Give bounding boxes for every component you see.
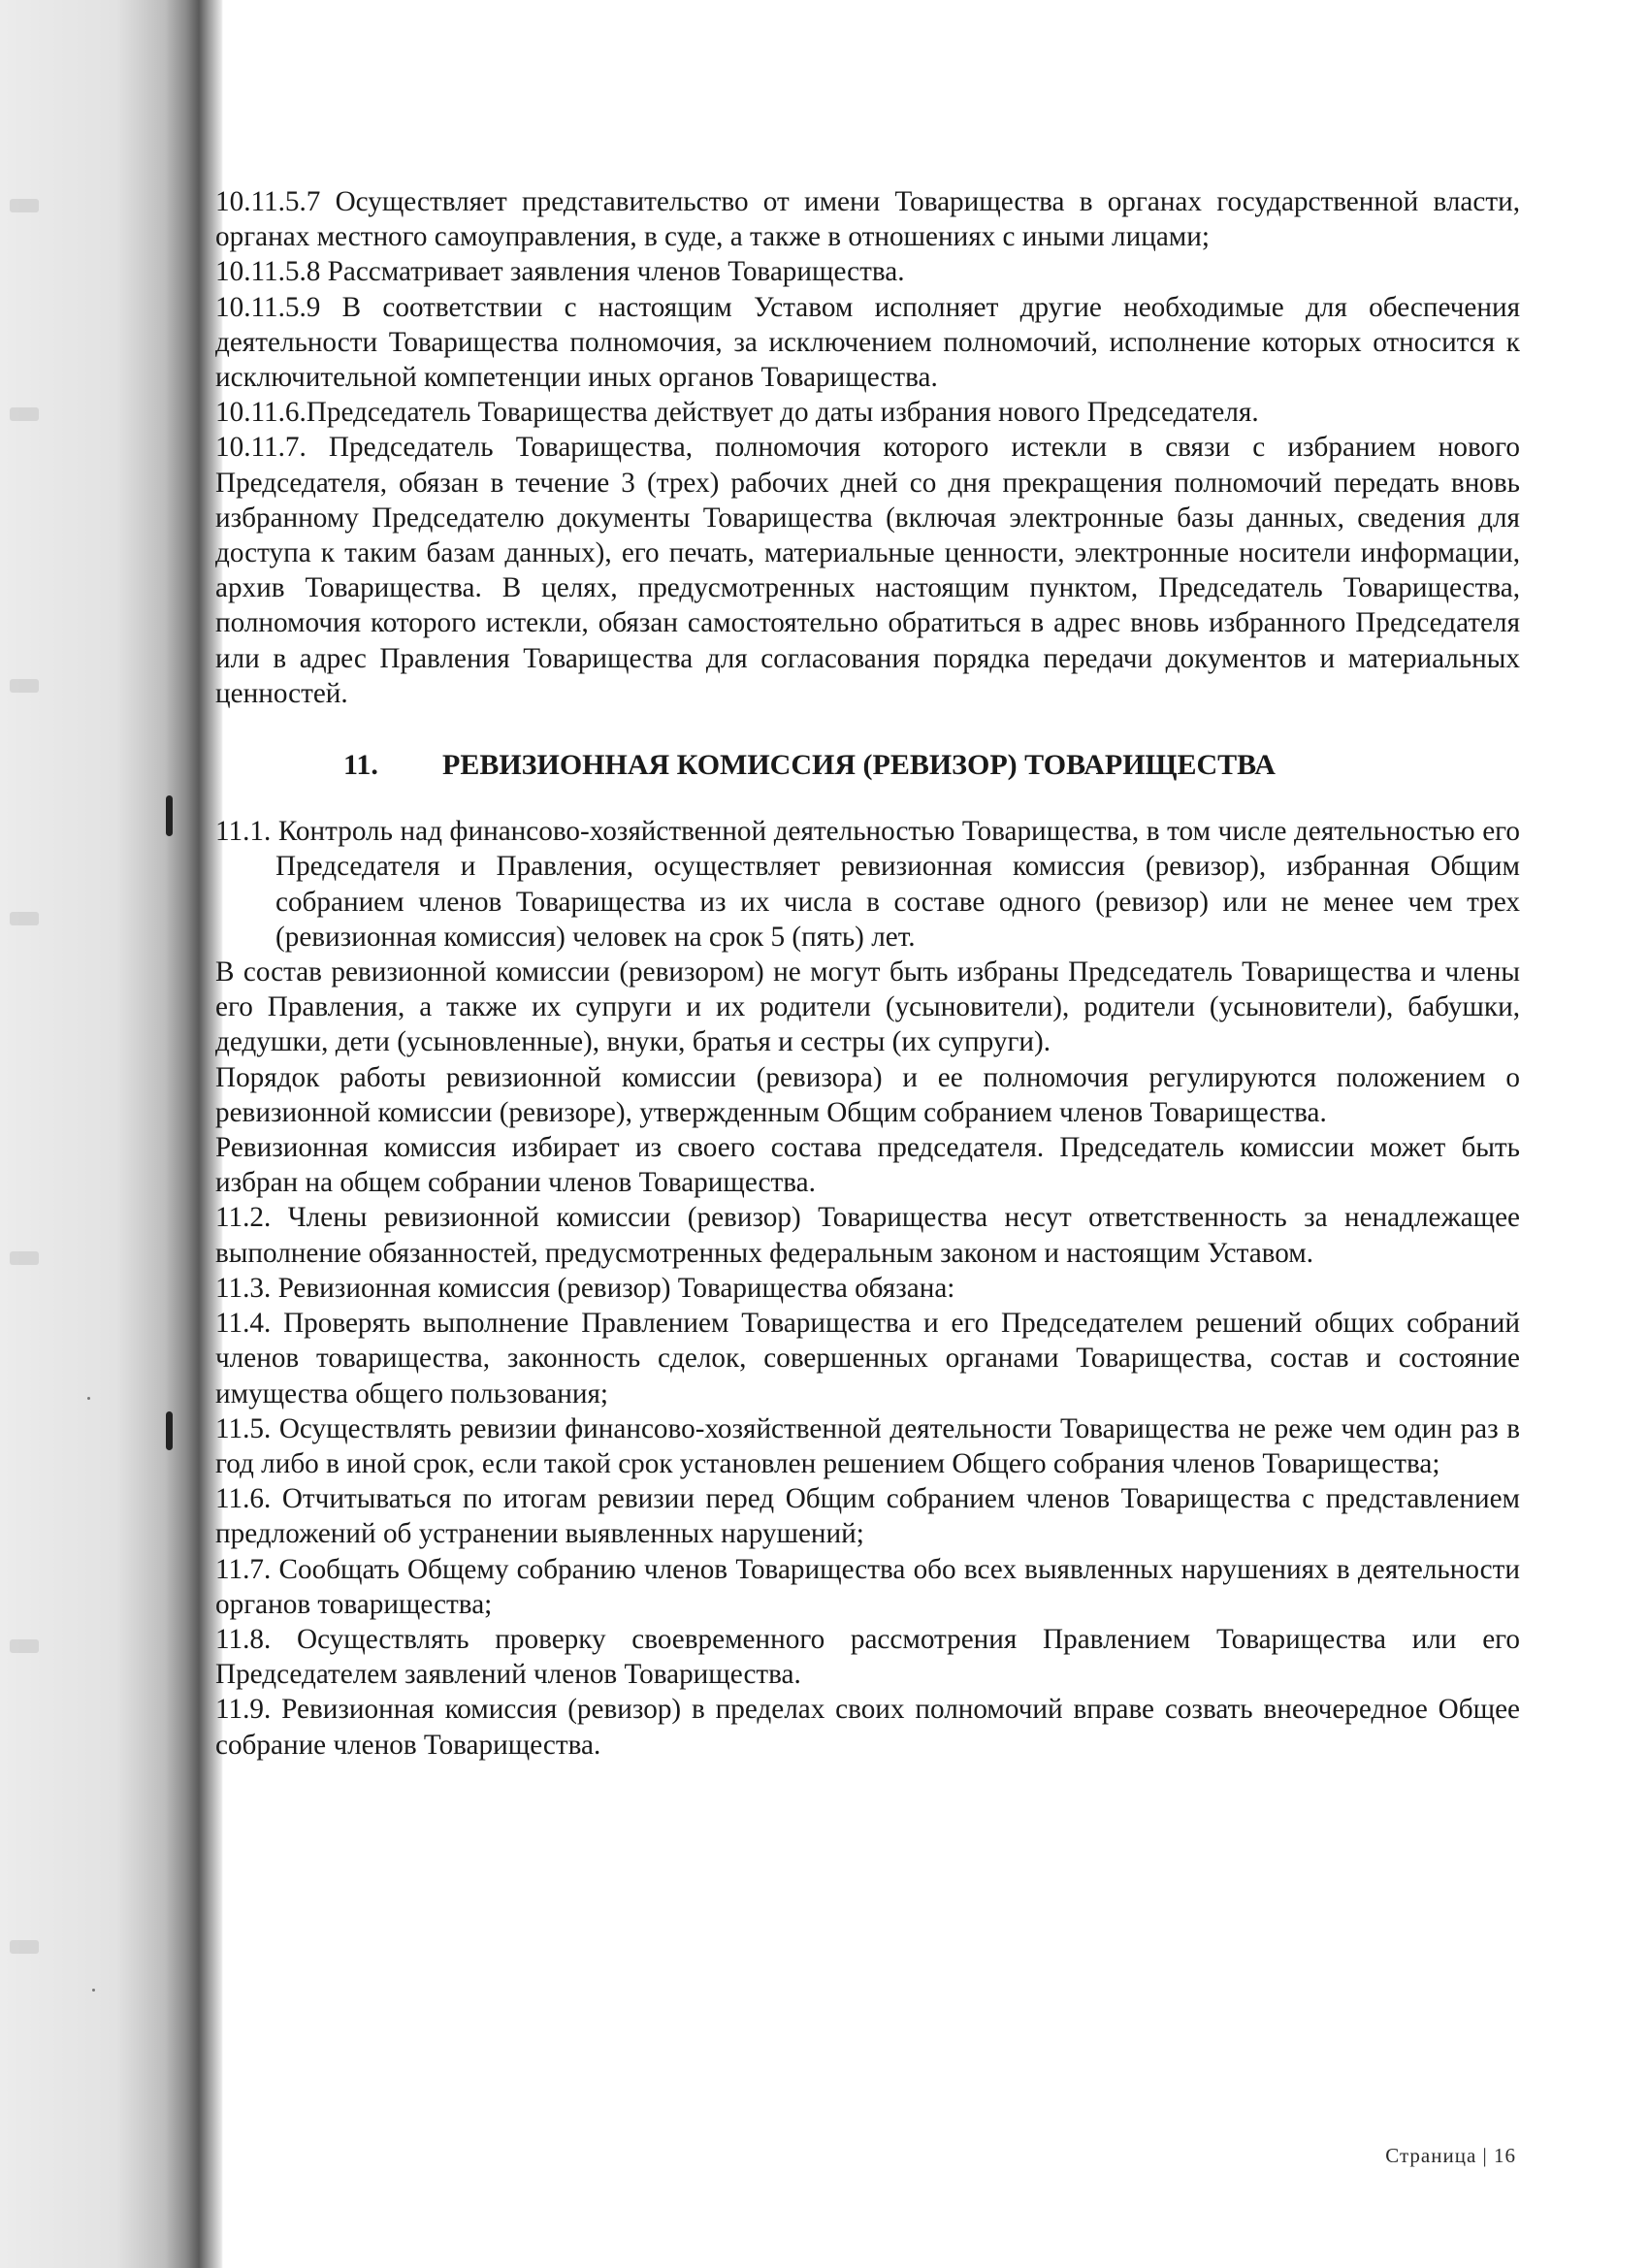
paragraph: 10.11.7. Председатель Товарищества, полномочия которого истекли в связи с избранием нового Председателя, обязан в течение 3 (трех) рабочих дней со дня прекращения полномочий передать вновь избранному Председателю документы Товарищества (включая электронные базы данных, сведения для доступа к таким базам данных), его печать, материальные ценности, электронные носители информации, архив Товарищества. В целях, предусмотренных настоящим пунктом, Председатель Товарищества, полномочия которого истекли, обязан самостоятельно обратиться в адрес вновь избранного Председателя или в адрес Правления Товарищества для согласования порядка передачи документов и материальных ценностей. [215, 432, 1520, 709]
page-number: Страница | 16 [1385, 2144, 1516, 2167]
scan-speck [92, 1989, 95, 1992]
section-heading [215, 748, 1520, 783]
bleed-through-mark [10, 1639, 39, 1653]
paragraph: 10.11.6.Председатель Товарищества действует до даты избрания нового Председателя. [215, 397, 1259, 429]
bleed-through-mark [10, 407, 39, 421]
section-title: РЕВИЗИОННАЯ КОМИССИЯ (РЕВИЗОР) ТОВАРИЩЕСТВА [442, 749, 1276, 782]
bleed-through-mark [10, 912, 39, 925]
bleed-through-mark [10, 1251, 39, 1265]
paragraph: 11.8. Осуществлять проверку своевременного рассмотрения Правлением Товарищества или его Председателем заявлений членов Товарищества. [215, 1623, 1520, 1691]
paragraph: 11.1. Контроль над финансово-хозяйственной деятельностью Товарищества, в том числе деятельностью его Председателя и Правления, осуществляет ревизионная комиссия (ревизор), избранная Общим собранием членов Товарищества из их числа в составе одного (ревизор) или не менее чем трех (ревизионная комиссия) человек на срок 5 (пять) лет. [215, 816, 1520, 953]
paragraph: 11.4. Проверять выполнение Правлением Товарищества и его Председателем решений общих собраний членов товарищества, законность сделок, совершенных органами Товарищества, состав и состояние имущества общего пользования; [215, 1308, 1520, 1409]
paragraph: 11.9. Ревизионная комиссия (ревизор) в пределах своих полномочий вправе созвать внеочередное Общее собрание членов Товарищества. [215, 1694, 1520, 1761]
paragraph: 10.11.5.9 В соответствии с настоящим Уставом исполняет другие необходимые для обеспечения деятельности Товарищества полномочия, за исключением полномочий, исполнение которых относится к исключительной компетенции иных органов Товарищества. [215, 291, 1520, 394]
bleed-through-mark [10, 1940, 39, 1954]
scan-binding-shadow [0, 0, 223, 2268]
section-number: 11. [343, 749, 378, 782]
paragraph: Ревизионная комиссия избирает из своего состава председателя. Председатель комиссии может быть избран на общем собрании членов Товарищества. [215, 1132, 1520, 1199]
paragraph: 11.6. Отчитываться по итогам ревизии перед Общим собранием членов Товарищества с представлением предложений об устранении выявленных нарушений; [215, 1483, 1520, 1550]
paragraph: 11.7. Сообщать Общему собранию членов Товарищества обо всех выявленных нарушениях в деятельности органов товарищества; [215, 1553, 1520, 1620]
bleed-through-mark [10, 679, 39, 693]
binding-hole-mark [166, 1411, 173, 1450]
bleed-through-mark [10, 199, 39, 212]
binding-hole-mark [166, 795, 173, 836]
paragraph: 11.5. Осуществлять ревизии финансово-хозяйственной деятельности Товарищества не реже чем один раз в год либо в иной срок, если такой срок установлен решением Общего собрания членов Товарищества; [215, 1412, 1520, 1479]
paragraph: 10.11.5.8 Рассматривает заявления членов Товарищества. [215, 256, 905, 288]
paragraph: 10.11.5.7 Осуществляет представительство от имени Товарищества в органах государственной власти, органах местного самоуправления, в суде, а также в отношениях с иными лицами; [215, 186, 1520, 253]
paragraph: 11.3. Ревизионная комиссия (ревизор) Товарищества обязана: [215, 1272, 955, 1304]
scan-speck [87, 1397, 90, 1400]
paragraph: 11.2. Члены ревизионной комиссии (ревизор) Товарищества несут ответственность за ненадлежащее выполнение обязанностей, предусмотренных федеральным законом и настоящим Уставом. [215, 1202, 1520, 1269]
paragraph: Порядок работы ревизионной комиссии (ревизора) и ее полномочия регулируются положением о ревизионной комиссии (ревизоре), утвержденным Общим собранием членов Товарищества. [215, 1061, 1520, 1128]
paragraph: В состав ревизионной комиссии (ревизором) не могут быть избраны Председатель Товарищества и члены его Правления, а также их супруги и их родители (усыновители), родители (усыновители), бабушки, дедушки, дети (усыновленные), внуки, братья и сестры (их супруги). [215, 956, 1520, 1058]
document-body [215, 184, 1520, 1763]
